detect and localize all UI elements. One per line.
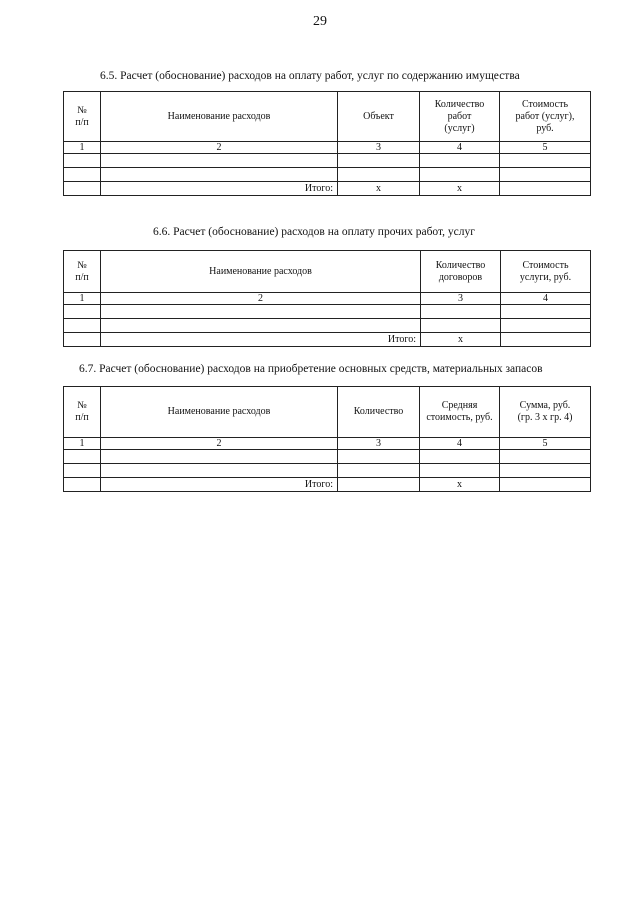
column-number-cell: 5 <box>500 438 591 450</box>
header-number: № п/п <box>75 400 89 423</box>
header-cell <box>101 387 338 438</box>
header-cell <box>420 92 500 142</box>
total-label: Итого: <box>101 478 338 492</box>
column-number-cell: 3 <box>421 293 501 305</box>
header-sum: Сумма, руб. (гр. 3 х гр. 4) <box>517 400 573 423</box>
header-cell <box>420 387 500 438</box>
column-number-cell: 2 <box>101 293 421 305</box>
header-number: № п/п <box>75 259 89 283</box>
total-row <box>64 333 591 347</box>
total-value <box>501 333 591 347</box>
header-cell <box>338 387 420 438</box>
section-title-6-5: 6.5. Расчет (обоснование) расходов на оплату работ, услуг по содержанию имущества <box>100 70 520 82</box>
header-contracts: Количество договоров <box>435 259 486 283</box>
table-6-6 <box>63 250 591 347</box>
header-object: Объект <box>363 110 394 122</box>
column-number-cell: 5 <box>500 142 591 154</box>
column-number-cell: 1 <box>64 142 101 154</box>
header-name: Наименование расходов <box>167 110 271 122</box>
column-number-cell: 2 <box>101 142 338 154</box>
header-name: Наименование расходов <box>209 265 312 277</box>
table-row <box>64 168 591 182</box>
column-number-cell: 2 <box>101 438 338 450</box>
column-number-cell: 1 <box>64 438 101 450</box>
header-cell <box>64 251 101 293</box>
header-cell <box>501 251 591 293</box>
header-cell <box>101 92 338 142</box>
column-number-cell: 4 <box>420 438 500 450</box>
header-cost: Стоимость услуги, руб. <box>519 259 572 283</box>
column-number-cell: 1 <box>64 293 101 305</box>
section-title-6-6: 6.6. Расчет (обоснование) расходов на оплату прочих работ, услуг <box>153 226 475 238</box>
table-row <box>64 305 591 319</box>
header-cell <box>421 251 501 293</box>
column-number-cell: 3 <box>338 142 420 154</box>
column-number-cell: 4 <box>420 142 500 154</box>
header-cell <box>101 251 421 293</box>
section-title-6-7: 6.7. Расчет (обоснование) расходов на приобретение основных средств, материальных запасов <box>79 363 543 375</box>
header-cell <box>64 92 101 142</box>
table-row <box>64 450 591 464</box>
total-value: х <box>420 478 500 492</box>
total-value: х <box>420 182 500 196</box>
total-label: Итого: <box>101 333 421 347</box>
total-row <box>64 478 591 492</box>
header-name: Наименование расходов <box>167 406 271 417</box>
table-6-5 <box>63 91 591 196</box>
column-number-cell: 4 <box>501 293 591 305</box>
header-average-cost: Средняя стоимость, руб. <box>426 400 493 423</box>
header-quantity: Количество работ (услуг) <box>434 98 485 134</box>
table-6-7 <box>63 386 591 492</box>
header-quantity: Количество <box>353 406 404 417</box>
table-row <box>64 464 591 478</box>
total-value: х <box>421 333 501 347</box>
header-cell <box>500 387 591 438</box>
total-value <box>500 478 591 492</box>
header-cell <box>338 92 420 142</box>
total-row <box>64 182 591 196</box>
page-number: 29 <box>313 14 327 29</box>
table-row <box>64 154 591 168</box>
header-cell <box>64 387 101 438</box>
header-cost: Стоимость работ (услуг), руб. <box>515 98 575 134</box>
header-number: № п/п <box>75 104 89 128</box>
total-value <box>500 182 591 196</box>
total-label: Итого: <box>101 182 338 196</box>
table-row <box>64 319 591 333</box>
header-cell <box>500 92 591 142</box>
total-value: х <box>338 182 420 196</box>
total-value <box>338 478 420 492</box>
column-number-cell: 3 <box>338 438 420 450</box>
